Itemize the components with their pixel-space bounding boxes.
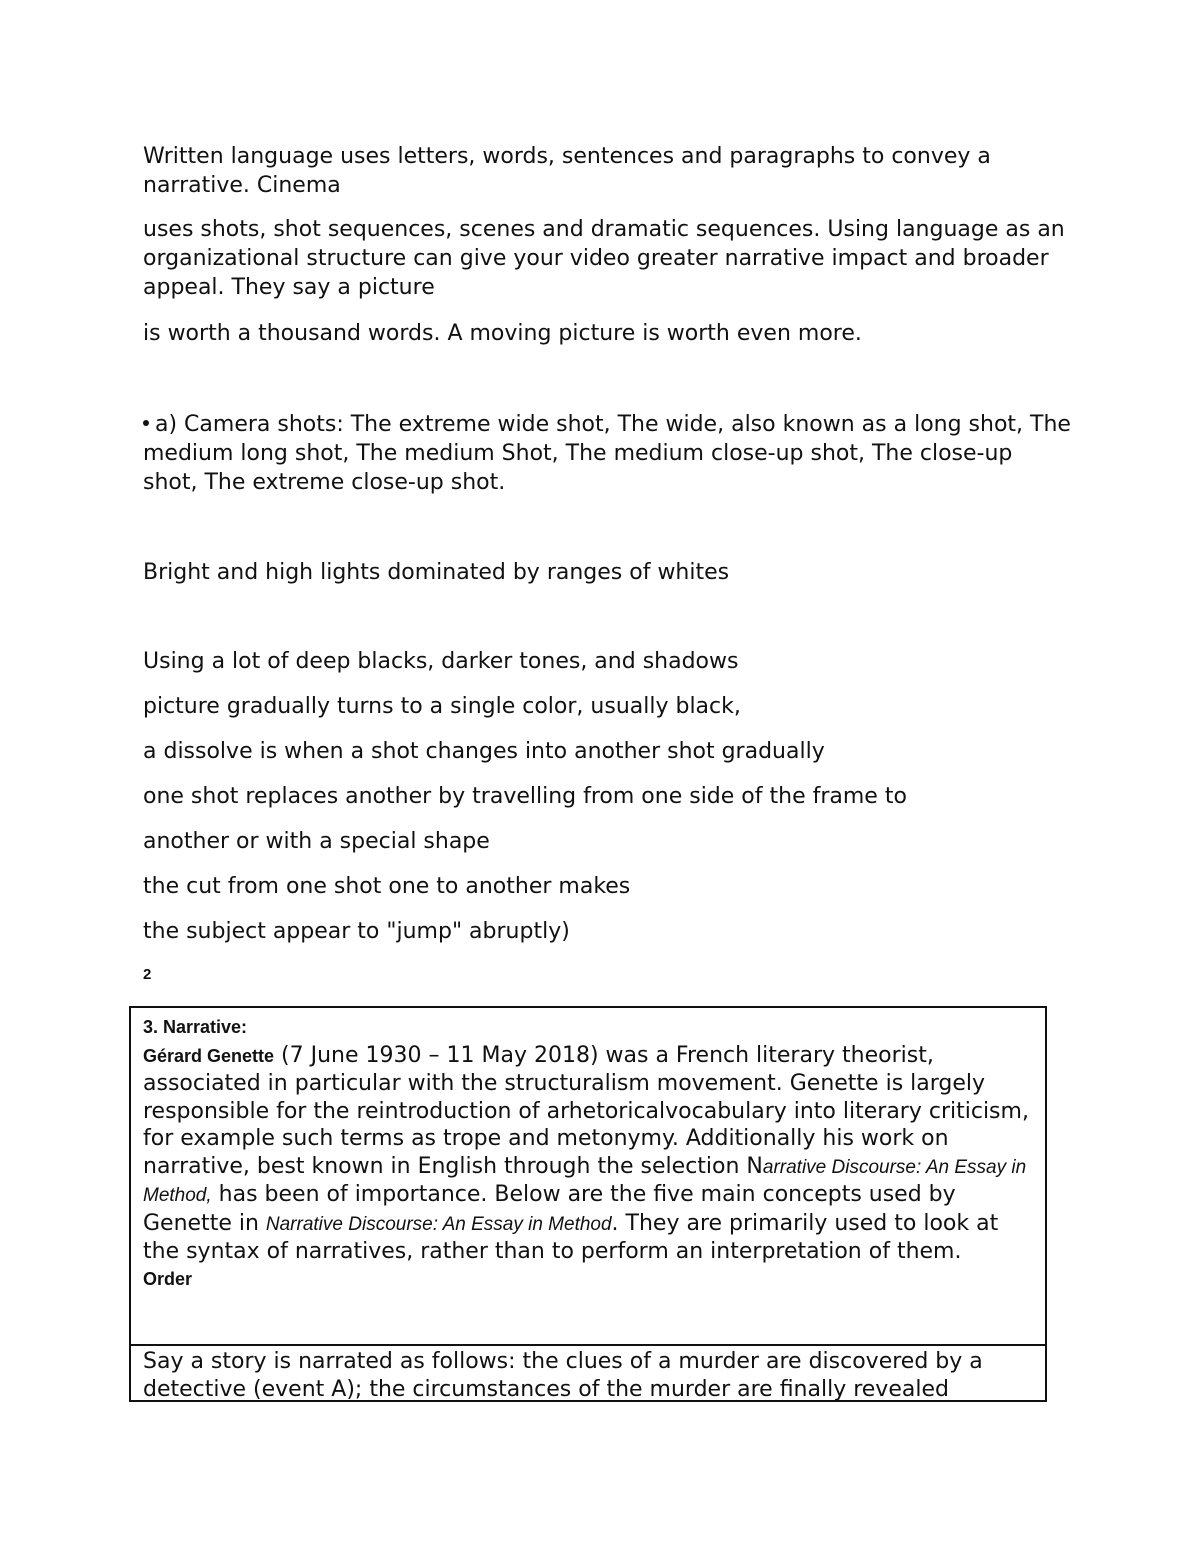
bio-text: (7 June 1930 – 11 May 2018) was a French literary theorist, associated in particular with the structuralism movement. Genette is largely responsible for the reintroduction of arhetoricalvocabulary into literary criticism, for example such terms as trope and metonymy. Additionally his work on narrative, best known in English through the selection N <box>143 1042 1029 1179</box>
paragraph-jump: the subject appear to "jump" abruptly) <box>143 919 570 944</box>
end-text: . They are primarily used to look at the syntax of narratives, rather than to perform an interpretation of them. <box>143 1210 999 1264</box>
order-label: Order <box>143 1268 193 1289</box>
paragraph-picture-worth: is worth a thousand words. A moving picture is worth even more. <box>143 321 862 346</box>
mid-text: has been of importance. Below are the five main concepts used by Genette in <box>143 1182 956 1236</box>
paragraph-fade: picture gradually turns to a single color, usually black, <box>143 694 741 719</box>
book-title-1: arrative Discourse: An Essay in Method, <box>143 1156 1027 1206</box>
paragraph-deep-blacks: Using a lot of deep blacks, darker tones, and shadows <box>143 649 739 674</box>
table-cell-story: Say a story is narrated as follows: the clues of a murder are discovered by a detective (event A); the circumstances of the murder are finally revealed <box>143 1349 983 1402</box>
paragraph-cut: the cut from one shot one to another makes <box>143 874 631 899</box>
author-name: Gérard Genette <box>143 1045 275 1066</box>
table-heading: 3. Narrative: <box>143 1017 248 1037</box>
bullet-camera-shots-text: a) Camera shots: The extreme wide shot, The wide, also known as a long shot, The medium long shot, The medium Shot, The medium close-up shot, The close-up shot, The extreme close-up shot. <box>143 412 1071 495</box>
book-title-2: Narrative Discourse: An Essay in Method <box>265 1213 612 1235</box>
table-row-divider <box>131 1344 1045 1346</box>
paragraph-cinema-shots: uses shots, shot sequences, scenes and dramatic sequences. Using language as an organizational structure can give your video greater narrative impact and broader appeal. They say a picture <box>143 217 1065 300</box>
paragraph-special-shape: another or with a special shape <box>143 829 490 854</box>
table-bio-text <box>143 1043 1029 1265</box>
paragraph-bright-lights: Bright and high lights dominated by ranges of whites <box>143 560 730 585</box>
paragraph-wipe: one shot replaces another by travelling from one side of the frame to <box>143 784 907 809</box>
bullet-icon <box>143 420 149 426</box>
paragraph-dissolve: a dissolve is when a shot changes into another shot gradually <box>143 739 825 764</box>
page-number: 2 <box>143 966 152 983</box>
table-cell-narrative <box>143 1014 1033 1293</box>
paragraph-written-language: Written language uses letters, words, sentences and paragraphs to convey a narrative. Cinema <box>143 144 991 198</box>
bullet-camera-shots <box>143 410 1073 497</box>
narrative-table <box>129 1006 1047 1402</box>
